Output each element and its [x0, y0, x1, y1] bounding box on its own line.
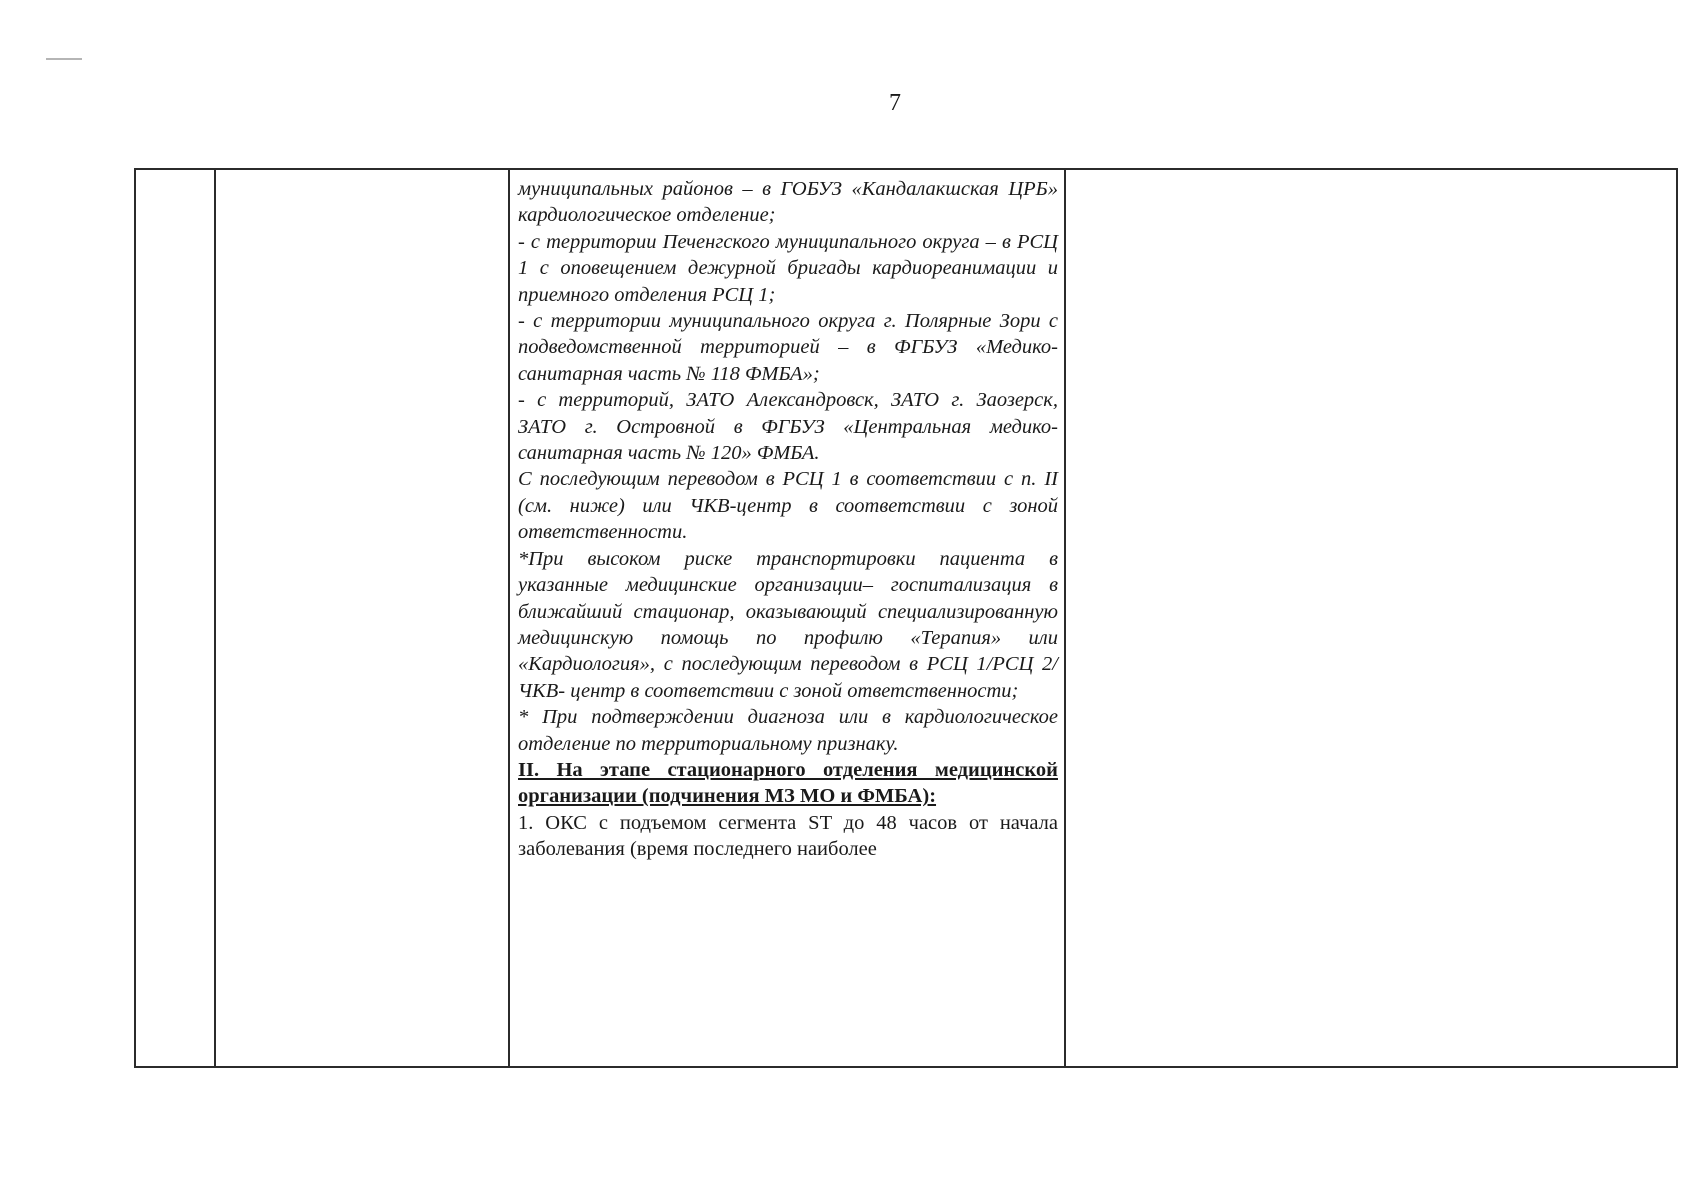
- routing-paragraph: - с территорий, ЗАТО Александровск, ЗАТО г. Заозерск, ЗАТО г. Островной в ФГБУЗ «Центральная медико-санитарная часть № 120» ФМБА.: [518, 389, 1058, 465]
- routing-paragraph: - с территории муниципального округа г. Полярные Зори с подведомственной территорией – в ФГБУЗ «Медико-санитарная часть № 118 ФМБА»;: [518, 310, 1058, 385]
- section-text: 1. ОКС с подъемом сегмента ST до 48 часов от начала заболевания (время последнего наиболее: [518, 811, 1058, 861]
- table-row: [135, 169, 1677, 1067]
- table-cell-category: [215, 169, 509, 1067]
- routing-table: [134, 168, 1678, 1068]
- table-cell-number: [135, 169, 215, 1067]
- routing-paragraph: - с территории Печенгского муниципального округа – в РСЦ 1 с оповещением дежурной бригады кардиореанимации и приемного отделения РСЦ 1;: [518, 230, 1058, 306]
- page-number: 7: [889, 90, 901, 116]
- section-heading: II. На этапе стационарного отделения медицинской организации (подчинения МЗ МО и ФМБА):: [518, 758, 1058, 808]
- routing-paragraph: С последующим переводом в РСЦ 1 в соответствии с п. II (см. ниже) или ЧКВ-центр в соответствии с зоной ответственности.: [518, 468, 1058, 544]
- routing-paragraph: *При высоком риске транспортировки пациента в указанные медицинские организации– госпитализация в ближайший стационар, оказывающий специализированную медицинскую помощь по профилю «Терапия» или «Кардиология», с последующим переводом в РСЦ 1/РСЦ 2/ЧКВ- центр в соответствии с зоной ответственности;: [518, 547, 1058, 702]
- table-cell-routing-text: [509, 169, 1065, 1067]
- table-cell-notes: [1065, 169, 1677, 1067]
- scan-artifact-mark: [46, 58, 82, 60]
- routing-paragraph: * При подтверждении диагноза или в кардиологическое отделение по территориальному признаку.: [518, 706, 1058, 755]
- routing-paragraph: муниципальных районов – в ГОБУЗ «Кандалакшская ЦРБ» кардиологическое отделение;: [518, 178, 1058, 227]
